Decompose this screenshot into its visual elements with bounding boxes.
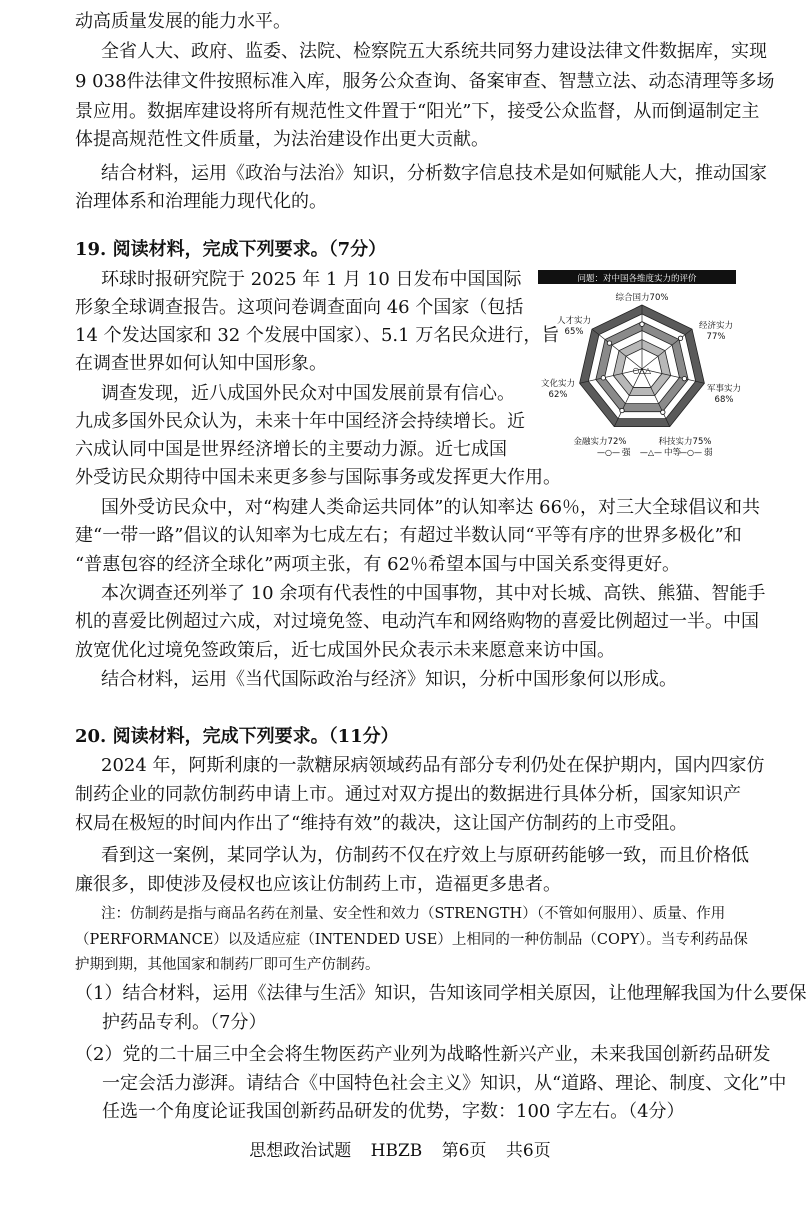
radar-value-label-3: 68%: [714, 395, 734, 405]
q20-title: 20. 阅读材料，完成下列要求。（11分）: [75, 726, 399, 747]
radar-legend-marker-1: —○—: [597, 448, 620, 457]
radar-value-label-6: 62%: [548, 390, 568, 400]
top-line-5: 体提高规范性文件质量，为法治建设作出更大贡献。: [75, 129, 489, 150]
q20-sub2-line-2: 一定会活力澎湃。请结合《中国特色社会主义》知识，从“道路、理论、制度、文化”中: [102, 1073, 787, 1094]
q19-line-8: 外受访民众期待中国未来更多参与国际事务或发挥更大作用。: [75, 467, 561, 488]
radar-label-2: 经济实力: [698, 321, 734, 331]
q20-note-line-1: 注：仿制药是指与商品名药在剂量、安全性和效力（STRENGTH）（不管如何服用）、质量、作用: [101, 906, 726, 922]
q19-line-2: 形象全球调查报告。这项问卷调查面向 46 个国家（包括: [75, 297, 524, 318]
radar-point-1: [640, 322, 644, 326]
top-line-6: 结合材料，运用《政治与法治》知识，分析数字信息技术是如何赋能人大，推动国家: [101, 163, 767, 184]
radar-chart-svg: [538, 270, 742, 466]
radar-label-3: 军事实力: [706, 384, 742, 394]
top-line-4: 景应用。数据库建设将所有规范性文件置于“阳光”下，接受公众监督，从而倒逼制定主: [75, 101, 760, 122]
footer-page: 第6页: [441, 1141, 487, 1161]
radar-chart: [538, 270, 742, 466]
q20-note-line-2: （PERFORMANCE）以及适应症（INTENDED USE）上相同的一种仿制品（COPY）。当专利药品保: [75, 932, 748, 948]
q19-line-5: 调查发现，近八成国外民众对中国发展前景有信心。: [101, 383, 515, 404]
radar-legend-label-2: 中等: [664, 448, 682, 458]
q19-line-4: 在调查世界如何认知中国形象。: [75, 353, 327, 374]
q20-line-1: 2024 年，阿斯利康的一款糖尿病领域药品有部分专利仍处在保护期内，国内四家仿: [101, 755, 765, 776]
radar-point-5: [620, 408, 624, 412]
radar-value-label-2: 77%: [706, 332, 726, 342]
radar-legend: [597, 447, 713, 458]
radar-label-5: 金融实力72%: [573, 437, 627, 447]
q20-sub2-line-1: （2）党的二十届三中全会将生物医药产业列为战略性新兴产业，未来我国创新药品研发: [75, 1044, 771, 1065]
q19-line-7: 六成认同中国是世界经济增长的主要动力源。近七成国: [75, 439, 507, 460]
radar-label-4: 科技实力75%: [658, 437, 712, 447]
footer-total: 共6页: [505, 1141, 551, 1161]
page-footer: [0, 1136, 800, 1161]
radar-center-symbol-2: △: [638, 366, 646, 375]
q19-line-13: 机的喜爱比例超过六成，对过境免签、电动汽车和网络购物的喜爱比例超过一半。中国: [75, 611, 759, 632]
q19-line-3: 14 个发达国家和 32 个发展中国家）、5.1 万名民众进行，旨: [75, 325, 560, 346]
footer-subject: 思想政治试题: [249, 1141, 352, 1161]
q19-line-14: 放宽优化过境免签政策后，近七成国外民众表示未来愿意来访中国。: [75, 640, 615, 661]
radar-legend-marker-2: —△—: [639, 448, 662, 457]
radar-legend-marker-3: —○—: [679, 448, 702, 457]
q19-line-1: 环球时报研究院于 2025 年 1 月 10 日发布中国国际: [101, 269, 522, 290]
q20-line-5: 廉很多，即使涉及侵权也应该让仿制药上市，造福更多患者。: [75, 874, 561, 895]
q20-sub1-line-1: （1）结合材料，运用《法律与生活》知识，告知该同学相关原因，让他理解我国为什么要保: [75, 983, 806, 1004]
radar-center-symbol-3: △: [644, 366, 652, 375]
q19-line-10: 建“一带一路”倡议的认知率为七成左右；有超过半数认同“平等有序的世界多极化”和: [75, 525, 742, 546]
radar-point-7: [607, 341, 611, 345]
top-line-3: 9 038件法律文件按照标准入库，服务公众查询、备案审查、智慧立法、动态清理等多场: [75, 71, 775, 92]
top-line-2: 全省人大、政府、监委、法院、检察院五大系统共同努力建设法律文件数据库，实现: [101, 41, 767, 62]
chart-title: 问题：对中国各维度实力的评价: [577, 274, 697, 284]
radar-label-7: 人才实力: [556, 316, 592, 326]
radar-legend-label-3: 弱: [704, 448, 713, 458]
q19-line-11: “普惠包容的经济全球化”两项主张，有 62％希望本国与中国关系变得更好。: [75, 554, 681, 575]
q19-line-6: 九成多国外民众认为，未来十年中国经济会持续增长。近: [75, 411, 525, 432]
q19-line-9: 国外受访民众中，对“构建人类命运共同体”的认知率达 66％，对三大全球倡议和共: [101, 497, 761, 518]
footer-code: HBZB: [370, 1141, 423, 1161]
q19-title: 19. 阅读材料，完成下列要求。（7分）: [75, 239, 387, 260]
top-line-1: 动高质量发展的能力水平。: [75, 11, 291, 32]
radar-point-6: [601, 376, 605, 380]
radar-label-6: 文化实力: [540, 379, 576, 389]
q20-sub2-line-3: 任选一个角度论证我国创新药品研发的优势，字数：100 字左右。（4分）: [102, 1101, 685, 1122]
q19-line-12: 本次调查还列举了 10 余项有代表性的中国事物，其中对长城、高铁、熊猫、智能手: [101, 583, 766, 604]
q19-line-15: 结合材料，运用《当代国际政治与经济》知识，分析中国形象何以形成。: [101, 669, 677, 690]
q20-note-line-3: 护期到期，其他国家和制药厂即可生产仿制药。: [75, 957, 380, 973]
radar-center-symbol-1: ○: [632, 366, 640, 375]
radar-point-3: [682, 376, 686, 380]
radar-label-1: 综合国力70%: [615, 293, 669, 303]
radar-legend-label-1: 强: [622, 448, 631, 458]
radar-value-label-7: 65%: [564, 327, 584, 337]
q20-sub1-line-2: 护药品专利。（7分）: [102, 1012, 267, 1033]
q20-line-2: 制药企业的同款仿制药申请上市。通过对双方提出的数据进行具体分析，国家知识产: [75, 784, 741, 805]
q20-line-4: 看到这一案例，某同学认为，仿制药不仅在疗效上与原研药能够一致，而且价格低: [101, 845, 749, 866]
radar-point-2: [678, 336, 682, 340]
top-line-7: 治理体系和治理能力现代化的。: [75, 191, 327, 212]
radar-point-4: [661, 410, 665, 414]
q20-line-3: 权局在极短的时间内作出了“维持有效”的裁决，这让国产仿制药的上市受阻。: [75, 813, 688, 834]
